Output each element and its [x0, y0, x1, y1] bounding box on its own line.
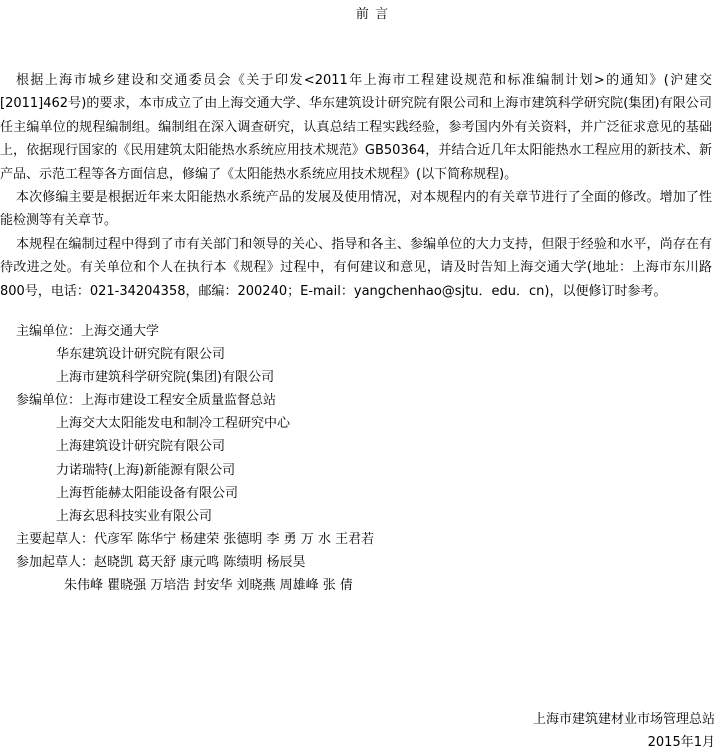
signature-date: 2015年1月 [647, 735, 715, 750]
drafters-names-line2: 朱伟峰 瞿晓强 万培浩 封安华 刘晓燕 周雄峰 张 倩 [64, 578, 353, 594]
chief-units-label: 主编单位： [16, 324, 82, 339]
drafters-row [0, 551, 712, 574]
signature-block [533, 708, 715, 754]
preface-body [0, 69, 712, 303]
participating-unit-item: 上海玄思科技实业有限公司 [56, 508, 213, 524]
participating-unit-item: 上海市建设工程安全质量监督总站 [81, 393, 277, 409]
paragraph-revision: 本次修编主要是根据近年来太阳能热水系统产品的发展及使用情况，对本规程内的有关章节进行了全面的修改。增加了性能检测等有关章节。 [0, 190, 712, 229]
chief-units-row [0, 320, 712, 343]
participating-unit-item: 上海建筑设计研究院有限公司 [56, 439, 226, 455]
signature-organization: 上海市建筑建材业市场管理总站 [532, 712, 715, 727]
participating-units-row [0, 389, 712, 412]
chief-unit-item: 华东建筑设计研究院有限公司 [56, 347, 226, 363]
chief-drafters-label: 主要起草人： [16, 531, 95, 547]
drafters-names-line1: 赵晓凯 葛天舒 康元鸣 陈绩明 杨辰昊 [94, 554, 306, 570]
chief-drafters-names: 代彦军 陈华宁 杨建荣 张德明 李 勇 万 水 王君若 [94, 531, 375, 547]
paragraph-background: 根据上海市城乡建设和交通委员会《关于印发<2011年上海市工程建设规范和标准编制计划>的通知》(沪建交[2011]462号)的要求，本市成立了由上海交通大学、华东建筑设计研究院有限公司和上海市建筑科学研究院(集团)有限公司任主编单位的规程编制组。编制组在深入调查研究，认真总结工程实践经验，参考国内外有关资料，并广泛征求意见的基础上，依据现行国家的《民用建筑太阳能热水系统应用技术规范》GB50364，并结合近几年太阳能热水工程应用的新技术、新产品、示范工程等各方面信息，修编了《太阳能热水系统应用技术规程》(以下简称规程)。 [0, 73, 712, 182]
participating-units-label: 参编单位： [16, 393, 82, 409]
chief-unit-item: 上海市建筑科学研究院(集团)有限公司 [56, 370, 275, 386]
participating-unit-item: 上海哲能赫太阳能设备有限公司 [56, 485, 239, 501]
chief-unit-item: 上海交通大学 [81, 324, 160, 339]
chief-drafters-row [0, 528, 712, 551]
units-section [0, 320, 712, 597]
drafters-label: 参加起草人： [16, 554, 95, 570]
participating-unit-item: 上海交大太阳能发电和制冷工程研究中心 [56, 416, 291, 432]
paragraph-acknowledgement: 本规程在编制过程中得到了市有关部门和领导的关心、指导和各主、参编单位的大力支持，但限于经验和水平，尚存在有待改进之处。有关单位和个人在执行本《规程》过程中，有何建议和意见，请及时告知上海交通大学(地址：上海市东川路800号，电话：021-34204358，邮编：200240；E-mail：yangchenhao@sjtu．edu．cn)，以便修订时参考。 [0, 236, 712, 299]
participating-unit-item: 力诺瑞特(上海)新能源有限公司 [56, 462, 236, 478]
page-title: 前 言 [355, 7, 390, 22]
